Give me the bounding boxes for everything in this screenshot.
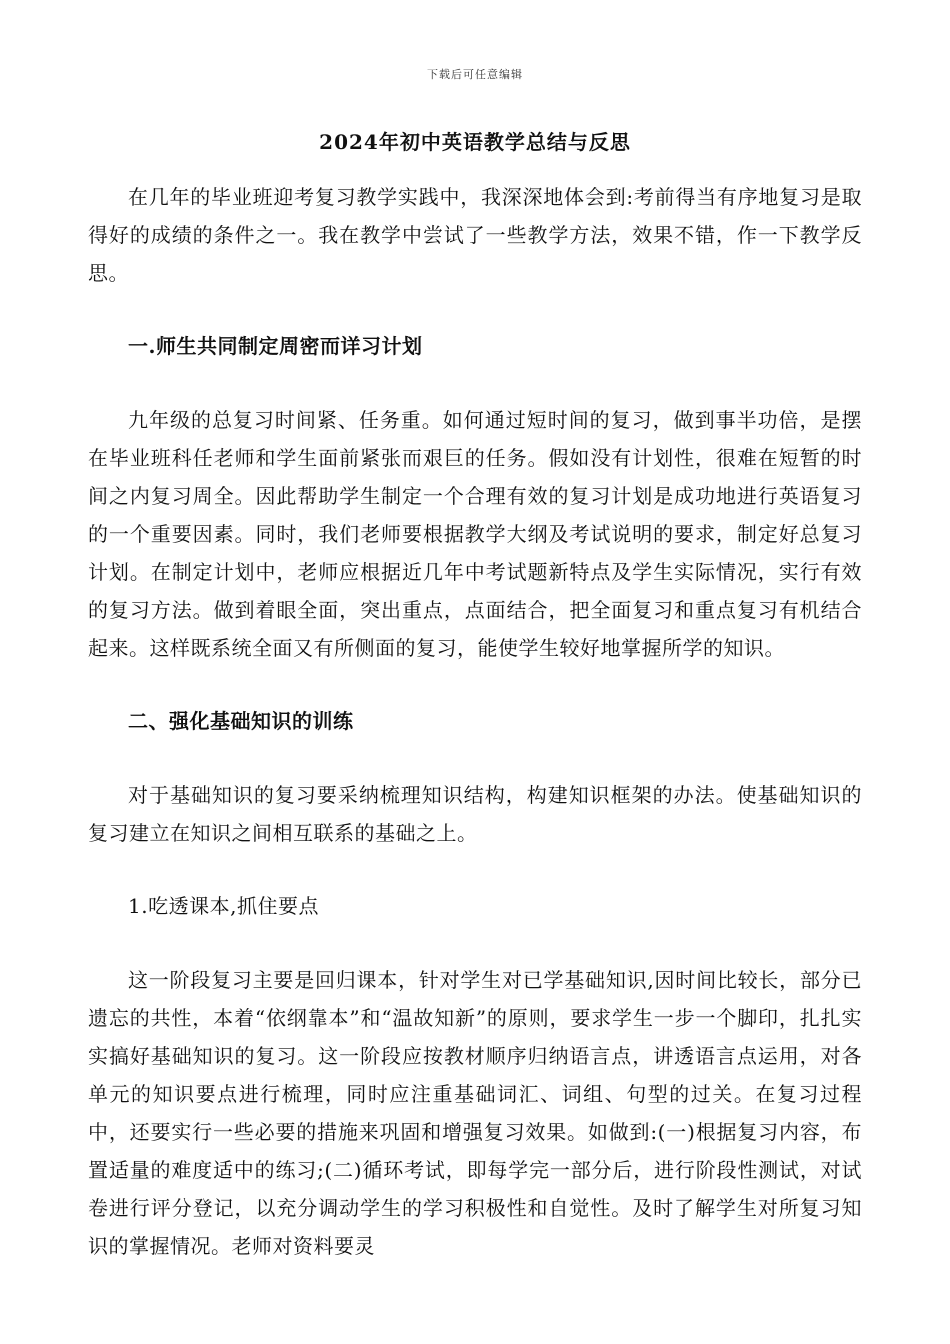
document-title: 2024年初中英语教学总结与反思 bbox=[319, 130, 631, 154]
section-2-paragraph: 对于基础知识的复习要采纳梳理知识结构，构建知识框架的办法。使基础知识的复习建立在知识之间相互联系的基础之上。 bbox=[88, 783, 862, 845]
document-body bbox=[88, 178, 862, 1265]
section-2-heading: 二、强化基础知识的训练 bbox=[128, 709, 354, 733]
subsection-1-paragraph: 这一阶段复习主要是回归课本，针对学生对已学基础知识,因时间比较长，部分已遗忘的共性，本着“依纲靠本”和“温故知新”的原则，要求学生一步一个脚印，扎扎实实搞好基础知识的复习。这一阶段应按教材顺序归纳语言点，讲透语言点运用，对各单元的知识要点进行梳理，同时应注重基础词汇、词组、句型的过关。在复习过程中，还要实行一些必要的措施来巩固和增强复习效果。如做到:(一)根据复习内容，布置适量的难度适中的练习;(二)循环考试，即每学完一部分后，进行阶段性测试，对试卷进行评分登记，以充分调动学生的学习积极性和自觉性。及时了解学生对所复习知识的掌握情况。老师对资料要灵 bbox=[88, 968, 862, 1258]
intro-paragraph: 在几年的毕业班迎考复习教学实践中，我深深地体会到:考前得当有序地复习是取得好的成绩的条件之一。我在教学中尝试了一些教学方法，效果不错，作一下教学反思。 bbox=[88, 185, 862, 285]
subsection-1-heading: 1.吃透课本,抓住要点 bbox=[128, 894, 319, 918]
header-note: 下载后可任意编辑 bbox=[427, 68, 523, 81]
section-1-paragraph: 九年级的总复习时间紧、任务重。如何通过短时间的复习，做到事半功倍，是摆在毕业班科任老师和学生面前紧张而艰巨的任务。假如没有计划性，很难在短暂的时间之内复习周全。因此帮助学生制定一个合理有效的复习计划是成功地进行英语复习的一个重要因素。同时，我们老师要根据教学大纲及考试说明的要求，制定好总复习计划。在制定计划中，老师应根据近几年中考试题新特点及学生实际情况，实行有效的复习方法。做到着眼全面，突出重点，点面结合，把全面复习和重点复习有机结合起来。这样既系统全面又有所侧面的复习，能使学生较好地掌握所学的知识。 bbox=[88, 408, 862, 660]
section-1-heading: 一.师生共同制定周密而详习计划 bbox=[128, 334, 423, 358]
